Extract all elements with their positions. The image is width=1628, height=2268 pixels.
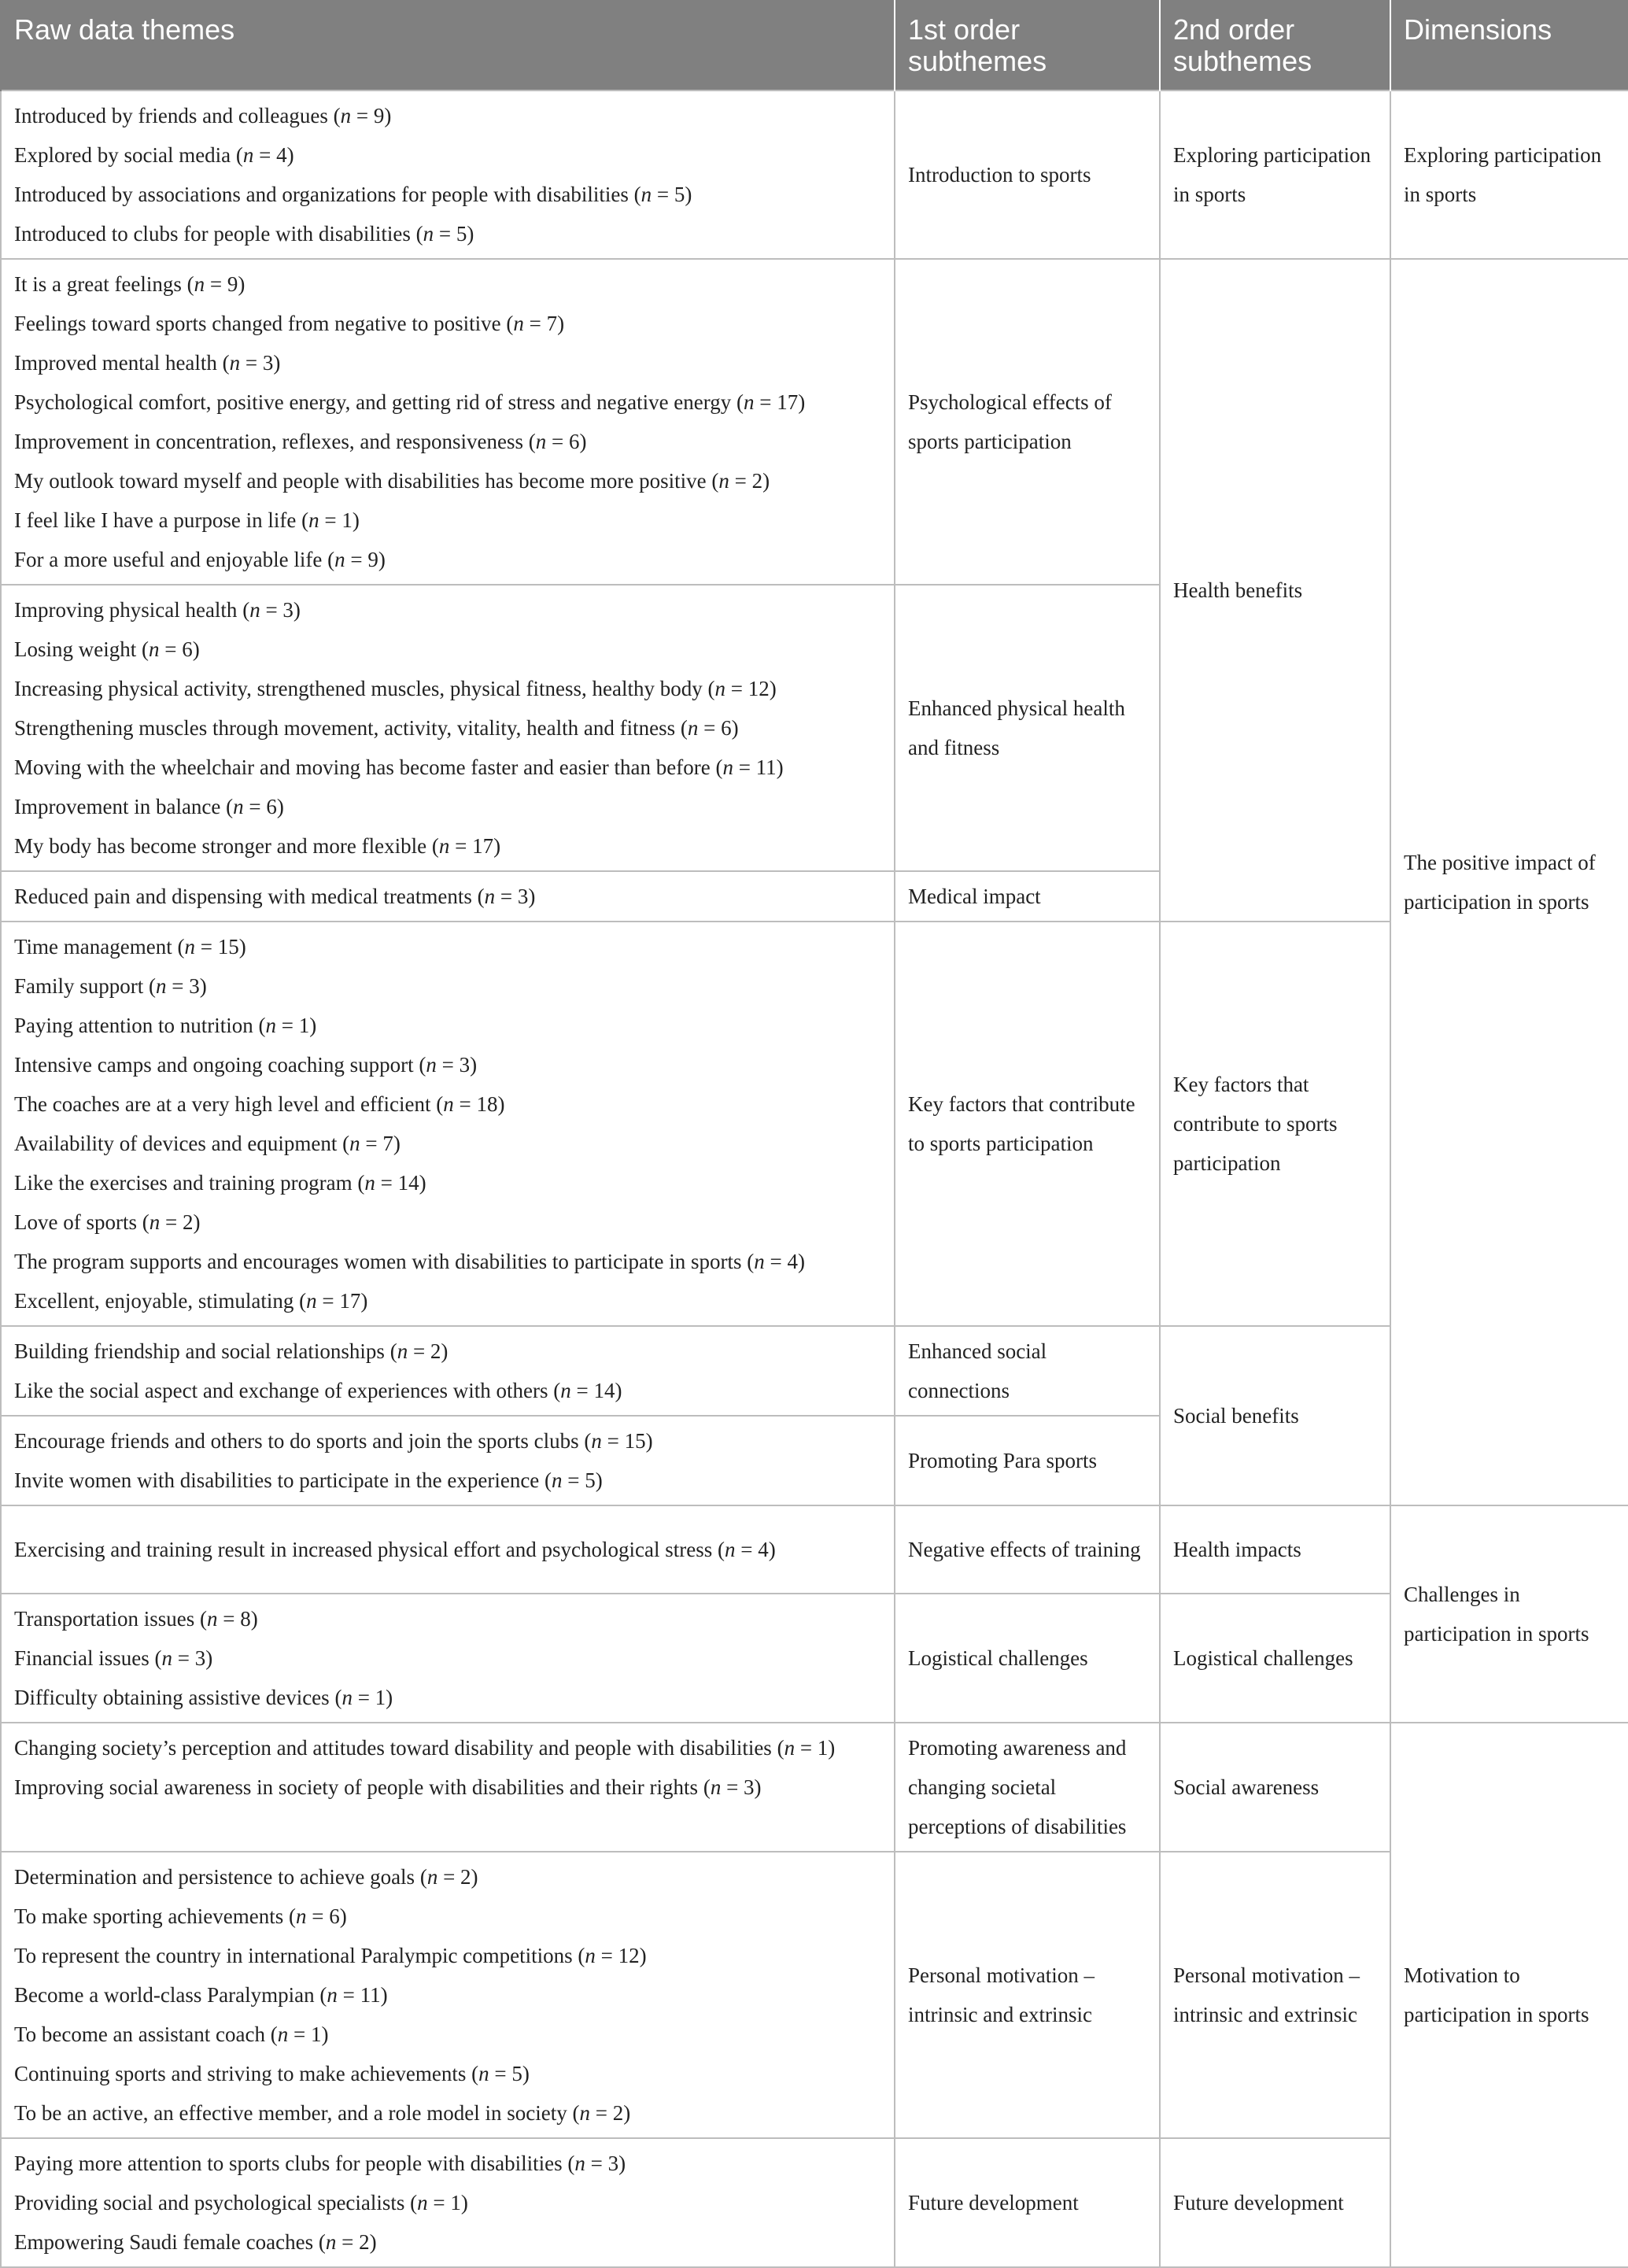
- first-order-cell: Future development: [895, 2138, 1160, 2267]
- raw-theme-item: [14, 2222, 881, 2262]
- raw-theme-item: [14, 966, 881, 1006]
- raw-theme-text: Encourage friends and others to do sports and join the sports clubs: [14, 1429, 579, 1453]
- raw-theme-count: (n = 2): [136, 1210, 201, 1234]
- second-order-cell: Logistical challenges: [1160, 1594, 1390, 1723]
- raw-theme-item: [14, 669, 881, 708]
- raw-theme-count: (n = 11): [314, 1983, 388, 2007]
- raw-theme-item: [14, 1678, 881, 1717]
- raw-theme-text: Improvement in balance: [14, 795, 221, 818]
- raw-theme-text: The program supports and encourages women with disabilities to participate in sports: [14, 1250, 742, 1273]
- table-row: [1, 1505, 1628, 1594]
- raw-themes-cell: [1, 871, 895, 922]
- raw-theme-item: [14, 135, 881, 175]
- raw-theme-count: (n = 1): [404, 2191, 468, 2214]
- raw-theme-count: (n = 6): [675, 716, 739, 740]
- raw-theme-text: It is a great feelings: [14, 272, 182, 296]
- raw-theme-item: [14, 1975, 881, 2015]
- raw-theme-count: (n = 3): [216, 351, 281, 375]
- raw-theme-item: [14, 175, 881, 214]
- raw-theme-text: Improving social awareness in society of people with disabilities and their rights: [14, 1775, 699, 1799]
- raw-theme-count: (n = 2): [313, 2230, 377, 2254]
- raw-theme-count: (n = 4): [712, 1538, 776, 1561]
- raw-theme-item: [14, 2093, 881, 2133]
- dimension-cell: The positive impact of participation in sports: [1390, 259, 1628, 1505]
- raw-theme-item: [14, 1599, 881, 1638]
- raw-theme-text: To make sporting achievements: [14, 1904, 284, 1928]
- second-order-cell: Health impacts: [1160, 1505, 1390, 1594]
- raw-theme-text: Psychological comfort, positive energy, and getting rid of stress and negative energy: [14, 390, 732, 414]
- raw-theme-item: [14, 1045, 881, 1084]
- raw-theme-text: Providing social and psychological specialists: [14, 2191, 405, 2214]
- raw-theme-text: Exercising and training result in increased physical effort and psychological stress: [14, 1538, 713, 1561]
- raw-theme-count: (n = 12): [572, 1944, 647, 1967]
- raw-theme-text: Determination and persistence to achieve goals: [14, 1865, 415, 1889]
- table-row: [1, 1594, 1628, 1723]
- raw-theme-item: [14, 540, 881, 579]
- raw-theme-item: [14, 264, 881, 304]
- raw-theme-text: Love of sports: [14, 1210, 137, 1234]
- raw-theme-count: (n = 2): [706, 469, 770, 493]
- table-row: [1, 1326, 1628, 1416]
- raw-theme-item: [14, 1857, 881, 1897]
- raw-theme-count: (n = 18): [430, 1092, 505, 1116]
- first-order-cell: Medical impact: [895, 871, 1160, 922]
- raw-theme-count: (n = 2): [384, 1339, 449, 1363]
- raw-theme-item: [14, 1728, 881, 1767]
- raw-theme-text: My outlook toward myself and people with disabilities has become more positive: [14, 469, 707, 493]
- raw-theme-item: [14, 1242, 881, 1281]
- table-row: [1, 922, 1628, 1326]
- raw-theme-text: Financial issues: [14, 1646, 150, 1670]
- raw-themes-cell: [1, 259, 895, 585]
- raw-theme-text: Introduced to clubs for people with disabilities: [14, 222, 411, 246]
- raw-theme-count: (n = 5): [628, 183, 692, 206]
- raw-theme-text: Introduced by friends and colleagues: [14, 104, 328, 127]
- raw-theme-count: (n = 1): [329, 1686, 393, 1709]
- raw-theme-count: (n = 1): [253, 1014, 317, 1037]
- raw-theme-item: [14, 1767, 881, 1807]
- raw-theme-count: (n = 14): [548, 1379, 622, 1402]
- raw-theme-text: Intensive camps and ongoing coaching support: [14, 1053, 414, 1077]
- raw-theme-item: [14, 787, 881, 826]
- raw-theme-text: The coaches are at a very high level and efficient: [14, 1092, 431, 1116]
- raw-theme-text: Moving with the wheelchair and moving has become faster and easier than before: [14, 755, 711, 779]
- raw-theme-count: (n = 7): [500, 312, 565, 335]
- raw-theme-item: [14, 2183, 881, 2222]
- raw-theme-item: [14, 1371, 881, 1410]
- raw-theme-count: (n = 12): [702, 677, 777, 700]
- raw-theme-text: My body has become stronger and more flexible: [14, 834, 427, 858]
- raw-theme-count: (n = 1): [265, 2022, 329, 2046]
- raw-theme-text: To be an active, an effective member, and a role model in society: [14, 2101, 567, 2125]
- raw-themes-cell: [1, 90, 895, 259]
- header-dimensions: Dimensions: [1390, 0, 1628, 90]
- header-raw-data-themes: Raw data themes: [1, 0, 895, 90]
- raw-theme-item: [14, 2054, 881, 2093]
- raw-theme-count: (n = 1): [771, 1736, 836, 1760]
- raw-theme-item: [14, 343, 881, 382]
- table-row: [1, 259, 1628, 585]
- raw-theme-text: Like the exercises and training program: [14, 1171, 353, 1195]
- raw-theme-count: (n = 2): [415, 1865, 478, 1889]
- table-row: [1, 2138, 1628, 2267]
- raw-theme-text: Become a world-class Paralympian: [14, 1983, 315, 2007]
- raw-theme-item: [14, 590, 881, 630]
- raw-theme-count: (n = 9): [322, 548, 386, 571]
- raw-theme-count: (n = 3): [237, 598, 301, 622]
- raw-theme-item: [14, 1124, 881, 1163]
- raw-theme-count: (n = 3): [698, 1775, 762, 1799]
- second-order-cell: Future development: [1160, 2138, 1390, 2267]
- raw-theme-item: [14, 1084, 881, 1124]
- raw-theme-count: (n = 14): [352, 1171, 426, 1195]
- raw-theme-count: (n = 5): [410, 222, 474, 246]
- first-order-cell: Personal motivation – intrinsic and extrinsic: [895, 1852, 1160, 2138]
- raw-theme-item: [14, 1006, 881, 1045]
- second-order-cell: Social awareness: [1160, 1723, 1390, 1852]
- first-order-cell: Promoting awareness and changing societal perceptions of disabilities: [895, 1723, 1160, 1852]
- raw-theme-item: [14, 877, 881, 916]
- raw-theme-item: [14, 304, 881, 343]
- dimension-cell: Challenges in participation in sports: [1390, 1505, 1628, 1723]
- raw-theme-text: Improving physical health: [14, 598, 238, 622]
- raw-theme-text: Changing society’s perception and attitudes toward disability and people with disabilities: [14, 1736, 772, 1760]
- raw-theme-text: To represent the country in international Paralympic competitions: [14, 1944, 573, 1967]
- raw-theme-text: Empowering Saudi female coaches: [14, 2230, 314, 2254]
- raw-theme-count: (n = 1): [296, 508, 360, 532]
- raw-theme-text: Building friendship and social relationships: [14, 1339, 385, 1363]
- raw-theme-text: Difficulty obtaining assistive devices: [14, 1686, 330, 1709]
- raw-theme-text: Transportation issues: [14, 1607, 195, 1631]
- raw-theme-item: [14, 708, 881, 748]
- raw-theme-count: (n = 7): [337, 1132, 401, 1155]
- raw-theme-text: Continuing sports and striving to make achievements: [14, 2062, 467, 2085]
- raw-theme-count: (n = 5): [466, 2062, 530, 2085]
- raw-theme-item: [14, 1936, 881, 1975]
- raw-theme-item: [14, 1281, 881, 1321]
- raw-theme-count: (n = 17): [731, 390, 806, 414]
- raw-themes-cell: [1, 1505, 895, 1594]
- raw-theme-count: (n = 9): [327, 104, 392, 127]
- raw-theme-text: Reduced pain and dispensing with medical treatments: [14, 885, 472, 908]
- raw-theme-text: Strengthening muscles through movement, activity, vitality, health and fitness: [14, 716, 676, 740]
- raw-theme-count: (n = 15): [578, 1429, 653, 1453]
- raw-theme-item: [14, 1163, 881, 1202]
- raw-themes-cell: [1, 585, 895, 871]
- raw-themes-cell: [1, 2138, 895, 2267]
- second-order-cell: Health benefits: [1160, 259, 1390, 922]
- raw-theme-count: (n = 5): [539, 1468, 603, 1492]
- raw-theme-count: (n = 3): [143, 974, 207, 998]
- raw-theme-item: [14, 422, 881, 461]
- raw-theme-count: (n = 8): [194, 1607, 258, 1631]
- raw-theme-count: (n = 3): [413, 1053, 478, 1077]
- raw-theme-count: (n = 3): [149, 1646, 213, 1670]
- raw-theme-item: [14, 382, 881, 422]
- raw-theme-count: (n = 11): [710, 755, 784, 779]
- raw-theme-text: Paying more attention to sports clubs for people with disabilities: [14, 2152, 563, 2175]
- raw-theme-text: Improved mental health: [14, 351, 217, 375]
- first-order-cell: Enhanced physical health and fitness: [895, 585, 1160, 871]
- raw-theme-item: [14, 1421, 881, 1461]
- first-order-cell: Negative effects of training: [895, 1505, 1160, 1594]
- table-row: [1, 1723, 1628, 1852]
- raw-theme-item: [14, 1897, 881, 1936]
- raw-theme-count: (n = 6): [136, 637, 200, 661]
- raw-theme-item: [14, 1202, 881, 1242]
- raw-theme-text: To become an assistant coach: [14, 2022, 265, 2046]
- raw-theme-count: (n = 17): [293, 1289, 368, 1313]
- header-second-order-subthemes: 2nd order subthemes: [1160, 0, 1390, 90]
- raw-themes-cell: [1, 1723, 895, 1852]
- table-row: [1, 1852, 1628, 2138]
- raw-theme-text: Explored by social media: [14, 143, 231, 167]
- raw-themes-cell: [1, 1852, 895, 2138]
- second-order-cell: Personal motivation – intrinsic and extrinsic: [1160, 1852, 1390, 2138]
- first-order-cell: Enhanced social connections: [895, 1326, 1160, 1416]
- raw-theme-item: [14, 1461, 881, 1500]
- raw-theme-count: (n = 9): [181, 272, 245, 296]
- first-order-cell: Key factors that contribute to sports participation: [895, 922, 1160, 1326]
- raw-theme-text: Excellent, enjoyable, stimulating: [14, 1289, 294, 1313]
- raw-theme-text: Paying attention to nutrition: [14, 1014, 253, 1037]
- raw-theme-text: Introduced by associations and organizations for people with disabilities: [14, 183, 629, 206]
- raw-theme-count: (n = 6): [220, 795, 284, 818]
- raw-theme-text: Time management: [14, 935, 172, 959]
- first-order-cell: Promoting Para sports: [895, 1416, 1160, 1505]
- table-header: [1, 0, 1628, 90]
- raw-theme-text: For a more useful and enjoyable life: [14, 548, 323, 571]
- raw-theme-item: [14, 630, 881, 669]
- raw-theme-item: [14, 96, 881, 135]
- raw-themes-cell: [1, 1416, 895, 1505]
- first-order-cell: Logistical challenges: [895, 1594, 1160, 1723]
- raw-theme-text: Family support: [14, 974, 144, 998]
- raw-theme-item: [14, 501, 881, 540]
- raw-theme-text: Availability of devices and equipment: [14, 1132, 338, 1155]
- raw-themes-cell: [1, 922, 895, 1326]
- first-order-cell: Introduction to sports: [895, 90, 1160, 259]
- raw-theme-text: Invite women with disabilities to participate in the experience: [14, 1468, 540, 1492]
- table-row: [1, 90, 1628, 259]
- raw-theme-text: Like the social aspect and exchange of experiences with others: [14, 1379, 548, 1402]
- raw-theme-text: Losing weight: [14, 637, 137, 661]
- raw-theme-item: [14, 826, 881, 866]
- table-body: [1, 90, 1628, 2267]
- raw-theme-item: [14, 214, 881, 253]
- raw-theme-count: (n = 15): [172, 935, 246, 959]
- raw-theme-text: Feelings toward sports changed from negative to positive: [14, 312, 501, 335]
- raw-theme-item: [14, 1332, 881, 1371]
- raw-theme-count: (n = 6): [523, 430, 587, 453]
- raw-theme-count: (n = 4): [231, 143, 294, 167]
- raw-theme-count: (n = 4): [741, 1250, 806, 1273]
- raw-theme-item: [14, 927, 881, 966]
- raw-theme-count: (n = 3): [562, 2152, 626, 2175]
- header-first-order-subthemes: 1st order subthemes: [895, 0, 1160, 90]
- raw-theme-item: [14, 2144, 881, 2183]
- dimension-cell: Motivation to participation in sports: [1390, 1723, 1628, 2267]
- raw-theme-text: Increasing physical activity, strengthened muscles, physical fitness, healthy body: [14, 677, 703, 700]
- raw-theme-item: [14, 1638, 881, 1678]
- raw-theme-item: [14, 461, 881, 501]
- second-order-cell: Key factors that contribute to sports participation: [1160, 922, 1390, 1326]
- raw-theme-count: (n = 17): [426, 834, 501, 858]
- second-order-cell: Social benefits: [1160, 1326, 1390, 1505]
- second-order-cell: Exploring participation in sports: [1160, 90, 1390, 259]
- raw-themes-cell: [1, 1594, 895, 1723]
- dimension-cell: Exploring participation in sports: [1390, 90, 1628, 259]
- raw-themes-cell: [1, 1326, 895, 1416]
- raw-theme-text: I feel like I have a purpose in life: [14, 508, 297, 532]
- raw-theme-count: (n = 3): [471, 885, 536, 908]
- header-row: [1, 0, 1628, 90]
- raw-theme-count: (n = 2): [567, 2101, 631, 2125]
- raw-theme-text: Improvement in concentration, reflexes, and responsiveness: [14, 430, 524, 453]
- raw-theme-count: (n = 6): [283, 1904, 347, 1928]
- raw-theme-item: [14, 1530, 881, 1569]
- first-order-cell: Psychological effects of sports participation: [895, 259, 1160, 585]
- raw-theme-item: [14, 2015, 881, 2054]
- raw-theme-item: [14, 748, 881, 787]
